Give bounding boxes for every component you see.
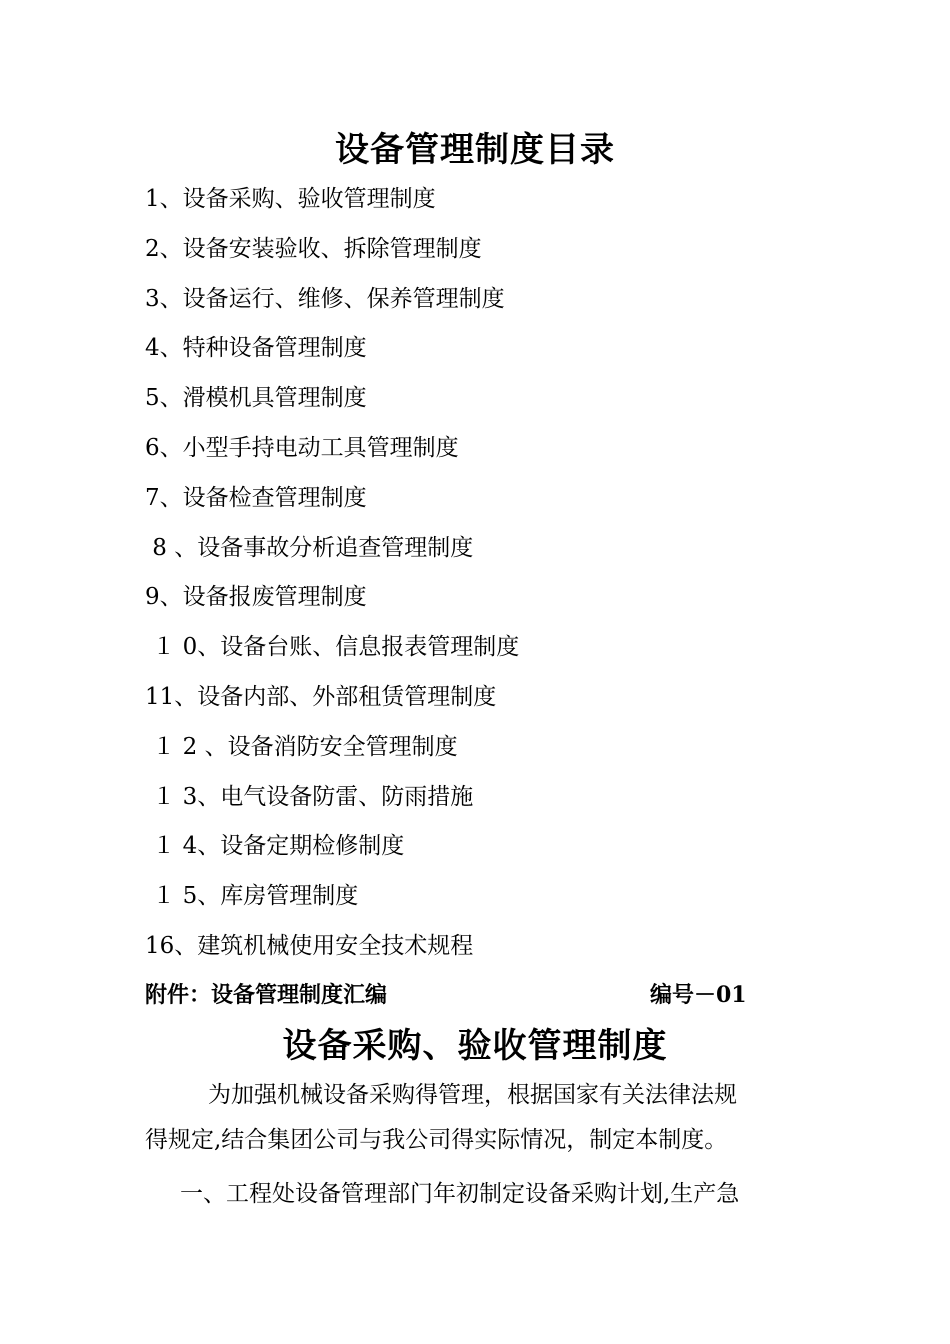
- toc-item: 9、设备报废管理制度: [145, 584, 367, 611]
- toc-item: １ 4、设备定期检修制度: [145, 833, 405, 860]
- attachment-label: 附件：设备管理制度汇编: [145, 982, 388, 1008]
- toc-title: 设备管理制度目录: [335, 130, 615, 170]
- attachment-line: [145, 972, 805, 1018]
- section-title: 设备采购、验收管理制度: [282, 1026, 668, 1066]
- toc-item: 6、小型手持电动工具管理制度: [145, 434, 459, 461]
- toc-item: 7、设备检查管理制度: [145, 484, 367, 511]
- toc-item: １ 3、电气设备防雷、防雨措施: [145, 783, 474, 810]
- toc-item: 11、设备内部、外部租赁管理制度: [145, 683, 497, 710]
- toc-item: １ 0、设备台账、信息报表管理制度: [145, 634, 520, 661]
- paragraph-1-line-1: 为加强机械设备采购得管理，根据国家有关法律法规: [208, 1082, 737, 1108]
- toc-item: 1、设备采购、验收管理制度: [145, 186, 436, 212]
- paragraph-2-line-1: 一、工程处设备管理部门年初制定设备采购计划,生产急: [180, 1181, 740, 1207]
- toc-item: 16、建筑机械使用安全技术规程: [145, 932, 474, 959]
- toc-item: 2、设备安装验收、拆除管理制度: [145, 235, 482, 262]
- toc-item: 8 、设备事故分析追查管理制度: [145, 534, 474, 561]
- toc-list: [145, 175, 519, 972]
- paragraph-1-line-2: 得规定,结合集团公司与我公司得实际情况，制定本制度。: [145, 1127, 728, 1153]
- toc-item: 4、特种设备管理制度: [145, 335, 367, 362]
- document-number: 编号－01: [650, 982, 747, 1008]
- toc-item: 5、滑模机具管理制度: [145, 385, 367, 412]
- toc-item: １ 2 、设备消防安全管理制度: [145, 733, 458, 760]
- toc-item: 3、设备运行、维修、保养管理制度: [145, 285, 505, 312]
- toc-item: １ 5、库房管理制度: [145, 883, 359, 910]
